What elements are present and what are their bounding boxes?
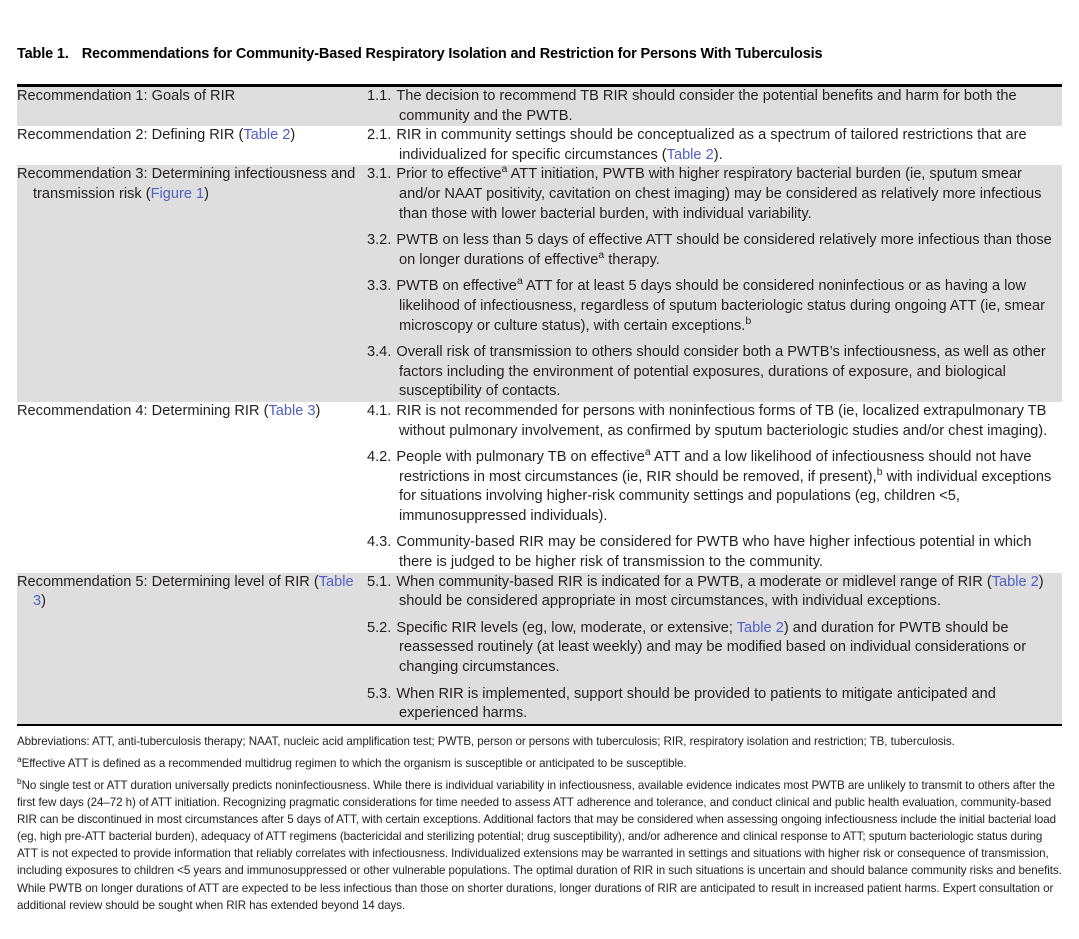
footnote-marker: a — [17, 754, 22, 765]
recommendation-label-cell — [17, 402, 367, 573]
statement-number: 3.1. — [367, 166, 392, 183]
statement-number: 2.1. — [367, 127, 392, 144]
statement-number: 5.1. — [367, 573, 392, 590]
footnote-a: $^a$Effective ATT is defined as a recommended multidrug regimen to which the organism is susceptible or anticipated to be susceptible. — [17, 754, 687, 770]
table-row — [17, 402, 1062, 573]
statement-number: 3.4. — [367, 344, 392, 361]
footnote-marker: a — [644, 446, 651, 459]
footnote-marker: a — [598, 248, 605, 261]
footnote-marker: a — [501, 163, 508, 176]
cross-reference-link[interactable]: Table 2 — [243, 127, 291, 144]
cross-reference-link[interactable]: Figure 1 — [150, 185, 205, 202]
table-row — [17, 165, 1062, 402]
table-row — [17, 573, 1062, 724]
footnote-marker: b — [17, 776, 22, 787]
recommendation-label-cell — [17, 573, 367, 724]
recommendation-label-cell — [17, 87, 367, 126]
footnote-marker: b — [876, 465, 883, 478]
footnote-b: $^b$No single test or ATT duration universally predicts noninfectiousness. While there is individual variability in infectiousness, available evidence indicates most PWTB are unlikely to transmit to others after the first few days (24–72 h) of ATT initiation. Recognizing pragmatic considerations for time needed to assess ATT adherence and tolerance, and conduct clinical and public health evaluation, community-based RIR can be discontinued in most circumstances after 5 days of ATT, with certain exceptions. Additional factors that may be considered when assessing ongoing infectiousness include the initial bacterial load (eg, high pre-ATT bacterial burden), adequacy of ATT regimens (bactericidal and sterilizing potential; drug susceptibility), and/or adherence and clinical response to ATT; sputum bacteriologic status during ATT is not expected to provide information that reliably correlates with infectiousness. Individualized extensions may be warranted in settings and situations with higher risk or consequence of transmission, including exposures to children <5 years and immunosuppressed or other vulnerable populations. The optimal duration of RIR in such situations is uncertain and should balance community risks and benefits. While PWTB on longer durations of ATT are expected to be less infectious than those on shorter durations, longer durations of RIR are anticipated to result in increased patient harms. Expert consultation or additional review should be sought when RIR has extended beyond 14 days. — [17, 776, 1062, 912]
recommendation-statement: 5.2. Specific RIR levels (eg, low, moderate, or extensive; Table 2) and duration for PWTB should be reassessed routinely (at least weekly) and may be modified based on individual considerations or changing circumstances. — [367, 619, 1027, 676]
recommendation-label: Recommendation 4: Determining RIR (Table 3) — [17, 402, 321, 419]
abbreviations-note: Abbreviations: ATT, anti-tuberculosis therapy; NAAT, nucleic acid amplification test; PWTB, person or persons with tuberculosis; RIR, respiratory isolation and restriction; TB, tuberculosis. — [17, 734, 955, 748]
statement-number: 4.1. — [367, 402, 392, 419]
recommendation-statement: 3.1. Prior to effective$^a$ ATT initiation, PWTB with higher respiratory bacterial burden (ie, sputum smear and/or NAAT positivity, cavitation on chest imaging) may be considered as relatively more infectious than those with lower bacterial burden, with individual variability. — [367, 163, 1042, 222]
footnote-marker: b — [745, 314, 752, 327]
table-caption — [17, 0, 1062, 62]
statement-number: 4.2. — [367, 449, 392, 466]
recommendation-statement: 5.1. When community-based RIR is indicated for a PWTB, a moderate or midlevel range of RIR (Table 2) should be considered appropriate in most circumstances, with individual exceptions. — [367, 573, 1044, 610]
recommendation-statement: 3.2. PWTB on less than 5 days of effective ATT should be considered relatively more infectious than those on longer durations of effective$^a$ therapy. — [367, 232, 1052, 268]
recommendations-table — [17, 87, 1062, 724]
cross-reference-link[interactable]: Table 2 — [666, 146, 714, 163]
recommendation-statement: 1.1. The decision to recommend TB RIR should consider the potential benefits and harm for both the community and the PWTB. — [367, 88, 1017, 124]
cross-reference-link[interactable]: Table 2 — [736, 619, 784, 636]
table-row — [17, 126, 1062, 165]
cross-reference-link[interactable]: Table 2 — [991, 573, 1039, 590]
statement-number: 5.3. — [367, 685, 392, 702]
recommendation-label: Recommendation 2: Defining RIR (Table 2) — [17, 127, 296, 144]
table-title-text: Recommendations for Community-Based Respiratory Isolation and Restriction for Persons With Tuberculosis — [81, 46, 823, 62]
footnote-marker: a — [516, 275, 523, 288]
cross-reference-link[interactable]: Table 3 — [33, 573, 354, 610]
recommendation-label: Recommendation 1: Goals of RIR — [17, 88, 236, 104]
recommendation-statements-cell — [367, 402, 1062, 573]
statement-number: 3.3. — [367, 278, 392, 295]
recommendation-statement: 4.2. People with pulmonary TB on effective$^a$ ATT and a low likelihood of infectiousness should not have restrictions in most circumstances (ie, RIR should be removed, if present),$^b$ with individual exceptions for situations involving higher-risk community settings and populations (eg, children <5, immunosuppressed individuals). — [367, 446, 1052, 524]
recommendation-statement: 2.1. RIR in community settings should be conceptualized as a spectrum of tailored restrictions that are individualized for specific circumstances (Table 2). — [367, 127, 1027, 163]
table-number: Table 1. — [17, 46, 69, 62]
cross-reference-link[interactable]: Table 3 — [268, 402, 316, 419]
statement-number: 1.1. — [367, 88, 392, 104]
recommendation-label-cell — [17, 126, 367, 165]
recommendation-statements-cell — [367, 87, 1062, 126]
recommendation-statement: 4.3. Community-based RIR may be considered for PWTB who have higher infectious potential in which there is judged to be higher risk of transmission to the community. — [367, 534, 1032, 571]
table-row — [17, 87, 1062, 126]
recommendation-label: Recommendation 3: Determining infectiousness and transmission risk (Figure 1) — [17, 166, 356, 202]
recommendation-statement: 3.4. Overall risk of transmission to others should consider both a PWTB’s infectiousness, as well as other factors including the environment of potential exposures, durations of exposure, and biological susceptibility of contacts. — [367, 344, 1046, 400]
statement-number: 5.2. — [367, 619, 392, 636]
statement-number: 3.2. — [367, 232, 392, 249]
table-footnotes — [17, 726, 1062, 914]
recommendation-statements-cell — [367, 126, 1062, 165]
recommendation-statement: 5.3. When RIR is implemented, support should be provided to patients to mitigate anticipated and experienced harms. — [367, 685, 996, 722]
recommendation-statements-cell — [367, 573, 1062, 724]
recommendation-label: Recommendation 5: Determining level of RIR (Table 3) — [17, 573, 354, 610]
recommendation-statement: 3.3. PWTB on effective$^a$ ATT for at least 5 days should be considered noninfectious or as having a low likelihood of infectiousness, regardless of sputum bacteriologic status during ongoing ATT (ie, smear microscopy or culture status), with certain exceptions.$^b$ — [367, 275, 1045, 334]
statement-number: 4.3. — [367, 534, 392, 551]
recommendation-label-cell — [17, 165, 367, 402]
recommendation-statement: 4.1. RIR is not recommended for persons with noninfectious forms of TB (ie, localized extrapulmonary TB without pulmonary involvement, as confirmed by sputum bacteriologic studies and/or chest imaging). — [367, 402, 1048, 439]
recommendation-statements-cell — [367, 165, 1062, 402]
